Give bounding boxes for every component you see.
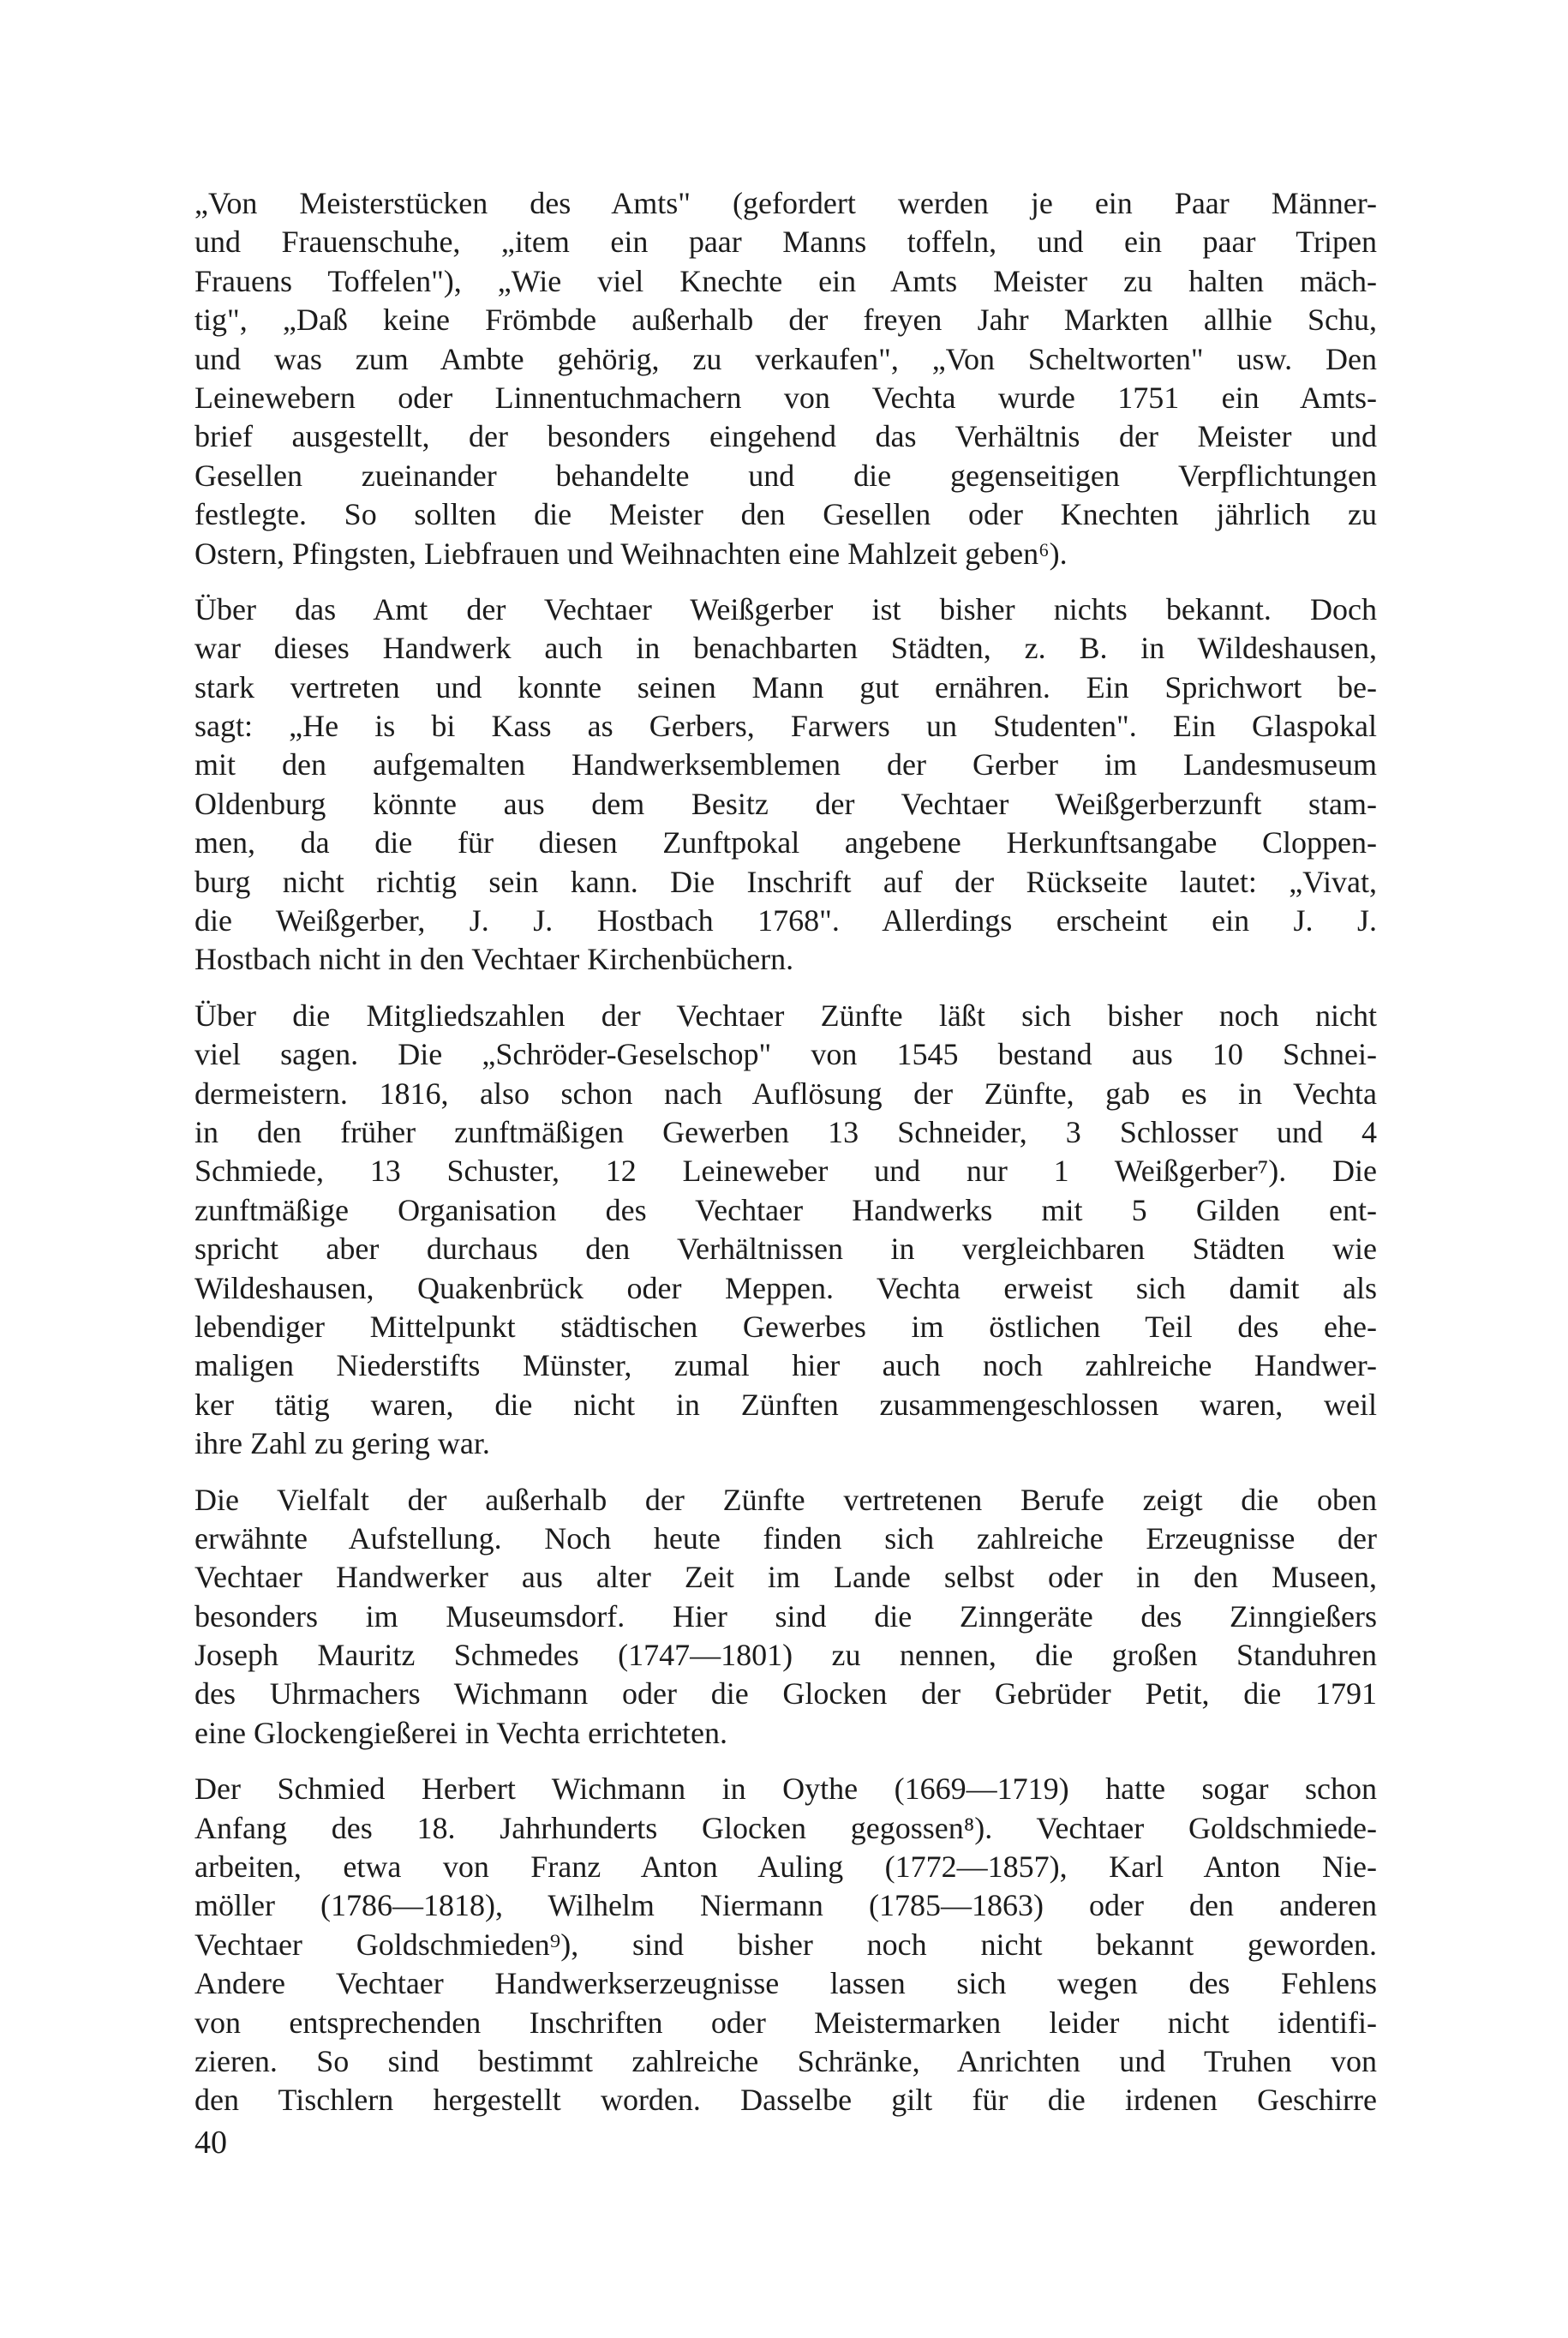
text-line: Vechtaer Goldschmieden⁹), sind bisher noch nicht bekannt geworden. (195, 1927, 1377, 1962)
text-line: Vechtaer Handwerker aus alter Zeit im Lande selbst oder in den Museen, (195, 1560, 1377, 1595)
text-line: stark vertreten und konnte seinen Mann gut ernähren. Ein Sprichwort be- (195, 669, 1377, 704)
text-line: Wildeshausen, Quakenbrück oder Meppen. Vechta erweist sich damit als (195, 1270, 1377, 1305)
text-line: spricht aber durchaus den Verhältnissen in vergleichbaren Städten wie (195, 1232, 1377, 1267)
paragraph (195, 1481, 1377, 1754)
text-line: lebendiger Mittelpunkt städtischen Gewerbes im östlichen Teil des ehe- (195, 1309, 1377, 1344)
text-line: Der Schmied Herbert Wichmann in Oythe (1669—1719) hatte sogar schon (195, 1771, 1377, 1807)
text-line: Über die Mitgliedszahlen der Vechtaer Zünfte läßt sich bisher noch nicht (195, 998, 1377, 1033)
text-line: Die Vielfalt der außerhalb der Zünfte vertretenen Berufe zeigt die oben (195, 1482, 1377, 1517)
text-line: Hostbach nicht in den Vechtaer Kirchenbüchern. (195, 942, 794, 977)
text-line: besonders im Museumsdorf. Hier sind die Zinngeräte des Zinngießers (195, 1598, 1377, 1634)
text-line: maligen Niederstifts Münster, zumal hier auch noch zahlreiche Handwer- (195, 1348, 1377, 1383)
text-line: des Uhrmachers Wichmann oder die Glocken der Gebrüder Petit, die 1791 (195, 1676, 1377, 1712)
paragraph (195, 997, 1377, 1464)
text-line: burg nicht richtig sein kann. Die Inschrift auf der Rückseite lautet: „Vivat, (195, 864, 1377, 899)
text-line: die Weißgerber, J. J. Hostbach 1768". Allerdings erscheint ein J. J. (195, 903, 1377, 938)
text-line: zieren. So sind bestimmt zahlreiche Schränke, Anrichten und Truhen von (195, 2043, 1377, 2078)
paragraph (195, 1770, 1377, 2120)
text-line: erwähnte Aufstellung. Noch heute finden sich zahlreiche Erzeugnisse der (195, 1520, 1377, 1556)
text-line: den Tischlern hergestellt worden. Dasselbe gilt für die irdenen Geschirre (195, 2083, 1377, 2118)
text-line: Frauens Toffelen"), „Wie viel Knechte ein Amts Meister zu halten mäch- (195, 263, 1377, 298)
text-line: Anfang des 18. Jahrhunderts Glocken gegossen⁸). Vechtaer Goldschmiede- (195, 1810, 1377, 1845)
text-line: ihre Zahl zu gering war. (195, 1426, 490, 1461)
text-line: sagt: „He is bi Kass as Gerbers, Farwers un Studenten". Ein Glaspokal (195, 709, 1377, 744)
text-line: men, da die für diesen Zunftpokal angebene Herkunftsangabe Cloppen- (195, 825, 1377, 860)
text-line: Gesellen zueinander behandelte und die gegenseitigen Verpflichtungen (195, 458, 1377, 493)
text-line: Andere Vechtaer Handwerkserzeugnisse lassen sich wegen des Fehlens (195, 1966, 1377, 2001)
text-line: viel sagen. Die „Schröder-Geselschop" von 1545 bestand aus 10 Schnei- (195, 1037, 1377, 1072)
text-line: „Von Meisterstücken des Amts" (gefordert werden je ein Paar Männer- (195, 186, 1377, 220)
text-line: tig", „Daß keine Frömbde außerhalb der freyen Jahr Markten allhie Schu, (195, 303, 1377, 338)
text-line: Leinewebern oder Linnentuchmachern von Vechta wurde 1751 ein Amts- (195, 380, 1377, 415)
body-text (195, 184, 1377, 2137)
text-line: dermeistern. 1816, also schon nach Auflösung der Zünfte, gab es in Vechta (195, 1076, 1377, 1111)
text-line: und Frauenschuhe, „item ein paar Manns toffeln, und ein paar Tripen (195, 225, 1377, 260)
text-line: mit den aufgemalten Handwerksemblemen der Gerber im Landesmuseum (195, 747, 1377, 782)
paragraph (195, 184, 1377, 573)
page-number: 40 (195, 2125, 227, 2161)
text-line: Oldenburg könnte aus dem Besitz der Vechtaer Weißgerberzunft stam- (195, 786, 1377, 821)
text-line: eine Glockengießerei in Vechta errichteten. (195, 1715, 728, 1750)
text-line: in den früher zunftmäßigen Gewerben 13 Schneider, 3 Schlosser und 4 (195, 1114, 1377, 1149)
text-line: Über das Amt der Vechtaer Weißgerber ist bisher nichts bekannt. Doch (195, 591, 1377, 626)
text-line: Joseph Mauritz Schmedes (1747—1801) zu nennen, die großen Standuhren (195, 1638, 1377, 1673)
text-line: ker tätig waren, die nicht in Zünften zusammengeschlossen waren, weil (195, 1387, 1377, 1422)
text-line: arbeiten, etwa von Franz Anton Auling (1772—1857), Karl Anton Nie- (195, 1849, 1377, 1885)
text-line: und was zum Ambte gehörig, zu verkaufen", „Von Scheltworten" usw. Den (195, 341, 1377, 376)
paragraph (195, 590, 1377, 980)
text-line: brief ausgestellt, der besonders eingehend das Verhältnis der Meister und (195, 419, 1377, 454)
text-line: von entsprechenden Inschriften oder Meistermarken leider nicht identifi- (195, 2005, 1377, 2040)
text-line: Ostern, Pfingsten, Liebfrauen und Weihnachten eine Mahlzeit geben⁶). (195, 536, 1068, 571)
text-line: festlegte. So sollten die Meister den Gesellen oder Knechten jährlich zu (195, 497, 1377, 532)
text-line: Schmiede, 13 Schuster, 12 Leineweber und nur 1 Weißgerber⁷). Die (195, 1154, 1377, 1189)
text-line: war dieses Handwerk auch in benachbarten Städten, z. B. in Wildeshausen, (195, 631, 1377, 666)
text-line: zunftmäßige Organisation des Vechtaer Handwerks mit 5 Gilden ent- (195, 1192, 1377, 1227)
text-line: möller (1786—1818), Wilhelm Niermann (1785—1863) oder den anderen (195, 1888, 1377, 1923)
